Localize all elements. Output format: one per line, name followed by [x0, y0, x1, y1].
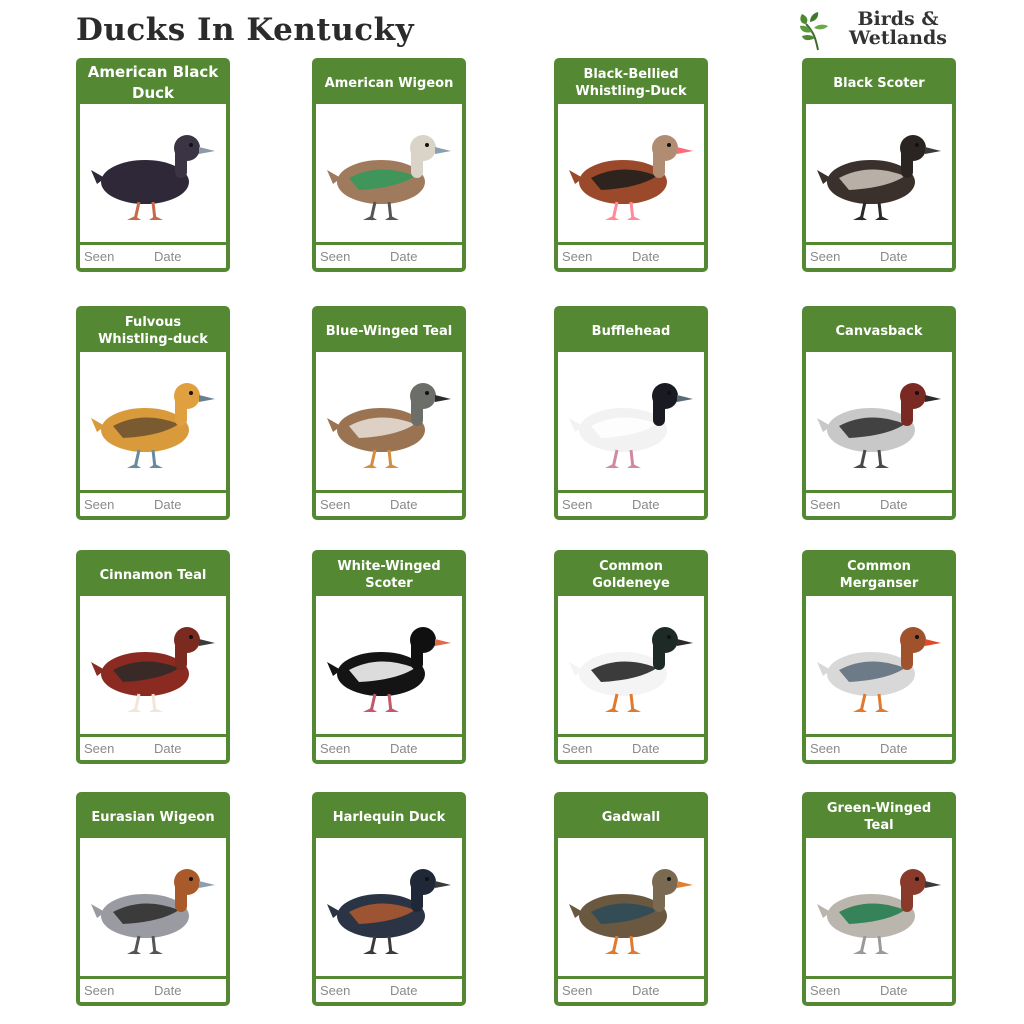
- card-title: Black-Bellied Whistling-Duck: [558, 62, 704, 104]
- card-title: Green-Winged Teal: [806, 796, 952, 838]
- seen-label: Seen: [810, 497, 841, 512]
- duck-image: [318, 354, 460, 490]
- seen-label: Seen: [562, 983, 593, 998]
- duck-image: [560, 354, 702, 490]
- duck-icon: [561, 366, 701, 478]
- duck-icon: [83, 118, 223, 230]
- duck-card: [312, 306, 466, 520]
- duck-icon: [83, 610, 223, 722]
- date-label: Date: [154, 741, 182, 756]
- duck-card: [802, 306, 956, 520]
- seen-label: Seen: [84, 741, 115, 756]
- seen-label: Seen: [810, 741, 841, 756]
- card-title: American Wigeon: [316, 62, 462, 104]
- duck-image: [808, 106, 950, 242]
- duck-image: [318, 840, 460, 976]
- date-label: Date: [880, 249, 908, 264]
- date-label: Date: [390, 497, 418, 512]
- card-title: Harlequin Duck: [316, 796, 462, 838]
- card-title: White-Winged Scoter: [316, 554, 462, 596]
- card-footer: [80, 976, 226, 1002]
- duck-icon: [809, 852, 949, 964]
- date-label: Date: [390, 249, 418, 264]
- duck-card: [554, 58, 708, 272]
- date-label: Date: [632, 249, 660, 264]
- page-title: Ducks In Kentucky: [76, 12, 415, 48]
- duck-image: [808, 354, 950, 490]
- duck-card: [312, 58, 466, 272]
- date-label: Date: [154, 497, 182, 512]
- card-footer: [558, 490, 704, 516]
- duck-card: [802, 58, 956, 272]
- card-footer: [558, 734, 704, 760]
- date-label: Date: [390, 741, 418, 756]
- duck-card: [802, 792, 956, 1006]
- duck-card: [554, 306, 708, 520]
- duck-card: [802, 550, 956, 764]
- card-title: Cinnamon Teal: [80, 554, 226, 596]
- card-footer: [806, 242, 952, 268]
- card-title: Black Scoter: [806, 62, 952, 104]
- card-footer: [316, 976, 462, 1002]
- duck-image: [82, 354, 224, 490]
- logo-line-1: Birds &: [857, 8, 939, 30]
- seen-label: Seen: [84, 249, 115, 264]
- duck-icon: [561, 118, 701, 230]
- duck-image: [82, 598, 224, 734]
- duck-image: [318, 106, 460, 242]
- seen-label: Seen: [810, 983, 841, 998]
- brand-logo: [798, 8, 958, 54]
- seen-label: Seen: [320, 983, 351, 998]
- date-label: Date: [632, 983, 660, 998]
- date-label: Date: [154, 983, 182, 998]
- duck-icon: [319, 852, 459, 964]
- duck-icon: [809, 366, 949, 478]
- duck-icon: [319, 610, 459, 722]
- date-label: Date: [632, 497, 660, 512]
- duck-icon: [319, 366, 459, 478]
- duck-image: [82, 840, 224, 976]
- card-title: Fulvous Whistling-duck: [80, 310, 226, 352]
- card-footer: [80, 242, 226, 268]
- duck-icon: [83, 366, 223, 478]
- card-footer: [806, 734, 952, 760]
- duck-icon: [809, 610, 949, 722]
- duck-image: [808, 840, 950, 976]
- date-label: Date: [880, 741, 908, 756]
- duck-card: [312, 550, 466, 764]
- card-title: Canvasback: [806, 310, 952, 352]
- card-footer: [558, 242, 704, 268]
- seen-label: Seen: [320, 249, 351, 264]
- seen-label: Seen: [84, 497, 115, 512]
- duck-icon: [83, 852, 223, 964]
- card-footer: [316, 734, 462, 760]
- duck-icon: [319, 118, 459, 230]
- seen-label: Seen: [84, 983, 115, 998]
- duck-image: [318, 598, 460, 734]
- card-title: American Black Duck: [80, 62, 226, 104]
- duck-card: [312, 792, 466, 1006]
- card-footer: [80, 734, 226, 760]
- duck-card: [76, 792, 230, 1006]
- duck-image: [808, 598, 950, 734]
- duck-card: [554, 550, 708, 764]
- card-footer: [316, 242, 462, 268]
- card-title: Bufflehead: [558, 310, 704, 352]
- logo-line-2: Wetlands: [849, 27, 947, 49]
- card-footer: [558, 976, 704, 1002]
- card-title: Common Goldeneye: [558, 554, 704, 596]
- date-label: Date: [154, 249, 182, 264]
- duck-card: [554, 792, 708, 1006]
- date-label: Date: [390, 983, 418, 998]
- duck-image: [560, 106, 702, 242]
- seen-label: Seen: [810, 249, 841, 264]
- seen-label: Seen: [320, 741, 351, 756]
- duck-card: [76, 550, 230, 764]
- leaf-icon: [798, 10, 838, 52]
- seen-label: Seen: [562, 249, 593, 264]
- card-footer: [806, 976, 952, 1002]
- duck-image: [560, 598, 702, 734]
- seen-label: Seen: [562, 741, 593, 756]
- card-title: Eurasian Wigeon: [80, 796, 226, 838]
- date-label: Date: [632, 741, 660, 756]
- date-label: Date: [880, 983, 908, 998]
- seen-label: Seen: [562, 497, 593, 512]
- duck-icon: [809, 118, 949, 230]
- card-footer: [806, 490, 952, 516]
- duck-card: [76, 58, 230, 272]
- duck-image: [560, 840, 702, 976]
- card-footer: [80, 490, 226, 516]
- duck-icon: [561, 610, 701, 722]
- duck-image: [82, 106, 224, 242]
- card-title: Blue-Winged Teal: [316, 310, 462, 352]
- card-title: Common Merganser: [806, 554, 952, 596]
- card-title: Gadwall: [558, 796, 704, 838]
- date-label: Date: [880, 497, 908, 512]
- duck-card: [76, 306, 230, 520]
- card-footer: [316, 490, 462, 516]
- seen-label: Seen: [320, 497, 351, 512]
- duck-icon: [561, 852, 701, 964]
